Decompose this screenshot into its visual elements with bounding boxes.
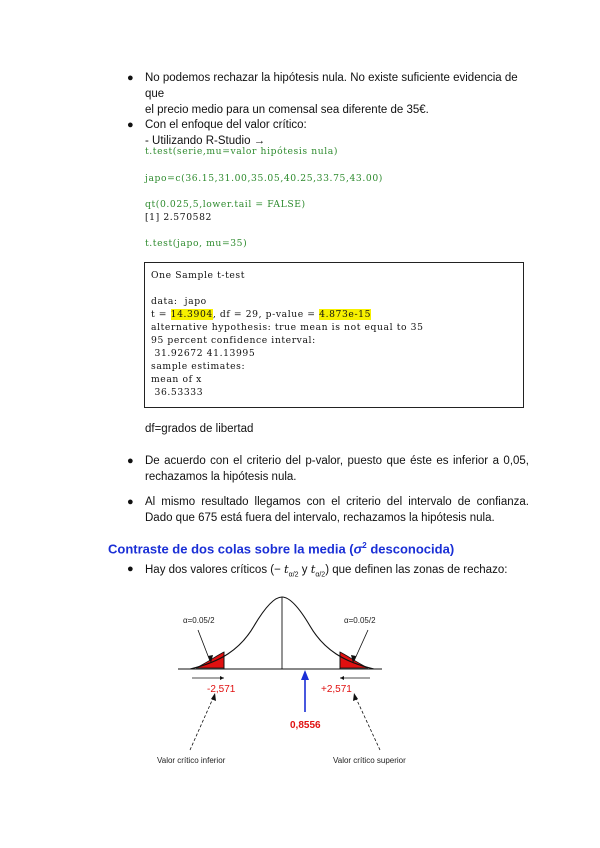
output-est-label: sample estimates: — [151, 361, 246, 372]
r-code-ttest-japo: t.test(japo, mu=35) — [145, 238, 248, 249]
paragraph-valor-critico: Con el enfoque del valor crítico: - Utilizando R-Studio → — [145, 119, 307, 147]
output-data: data: japo — [151, 296, 207, 307]
bullet-dot: ● — [127, 455, 134, 467]
r-code-qt: qt(0.025,5,lower.tail = FALSE) — [145, 199, 306, 210]
df-note: df=grados de libertad — [145, 423, 254, 435]
output-mean-value: 36.53333 — [151, 387, 204, 398]
alpha-right-label: α=0.05/2 — [344, 616, 376, 625]
right-label-pointer — [355, 696, 380, 750]
alpha-left-label: α=0.05/2 — [183, 616, 215, 625]
output-ci-label: 95 percent confidence interval: — [151, 335, 316, 346]
output-alternative: alternative hypothesis: true mean is not equal to 35 — [151, 322, 424, 333]
paragraph-intervalo: Al mismo resultado llegamos con el criterio del intervalo de confianza. Dado que 675 está fuera del intervalo, rechazamos la hipótesis nula. — [145, 496, 529, 524]
lower-critical-label: Valor crítico inferior — [157, 756, 226, 765]
paragraph-pvalor: De acuerdo con el criterio del p-valor, puesto que éste es inferior a 0,05, rechazamos la hipótesis nula. — [145, 455, 529, 483]
alpha-right-arrow — [354, 630, 368, 661]
critical-value-left: -2,571 — [207, 684, 236, 695]
critical-value-right: +2,571 — [321, 684, 352, 695]
t-value-highlight: 14.3904 — [170, 309, 213, 320]
output-ci-values: 31.92672 41.13995 — [151, 348, 256, 359]
left-label-pointer — [190, 696, 214, 750]
bullet-dot: ● — [127, 119, 134, 131]
p-value-highlight: 4.873e-15 — [319, 309, 372, 320]
paragraph-valores-criticos: Hay dos valores críticos (− $t_{\alpha/2}$ y $t_{\alpha/2}$) que definen las zonas de rechazo: — [145, 562, 508, 579]
r-output-qt: [1] 2.570582 — [145, 212, 212, 223]
output-statistic: t = 14.3904, df = 29, p-value = 4.873e-15 — [151, 309, 372, 320]
test-statistic-value: 0,8556 — [290, 720, 321, 731]
paragraph-no-rechazo: No podemos rechazar la hipótesis nula. No existe suficiente evidencia de que el precio medio para un comensal sea diferente de 35€. — [145, 72, 518, 116]
output-title: One Sample t-test — [151, 270, 245, 281]
r-code-japo-vector: japo=c(36.15,31.00,35.05,40.25,33.75,43.00) — [145, 173, 383, 184]
bullet-dot: ● — [127, 496, 134, 508]
bullet-dot: ● — [127, 563, 134, 575]
r-code-ttest-template: t.test(serie,mu=valor hipótesis nula) — [145, 146, 339, 157]
upper-critical-label: Valor crítico superior — [333, 756, 406, 765]
section-heading: Contraste de dos colas sobre la media ($\sigma^2$ desconocida) — [108, 541, 455, 557]
output-mean-label: mean of x — [151, 374, 202, 385]
ttest-output-box — [144, 262, 524, 408]
bullet-dot: ● — [127, 72, 134, 84]
